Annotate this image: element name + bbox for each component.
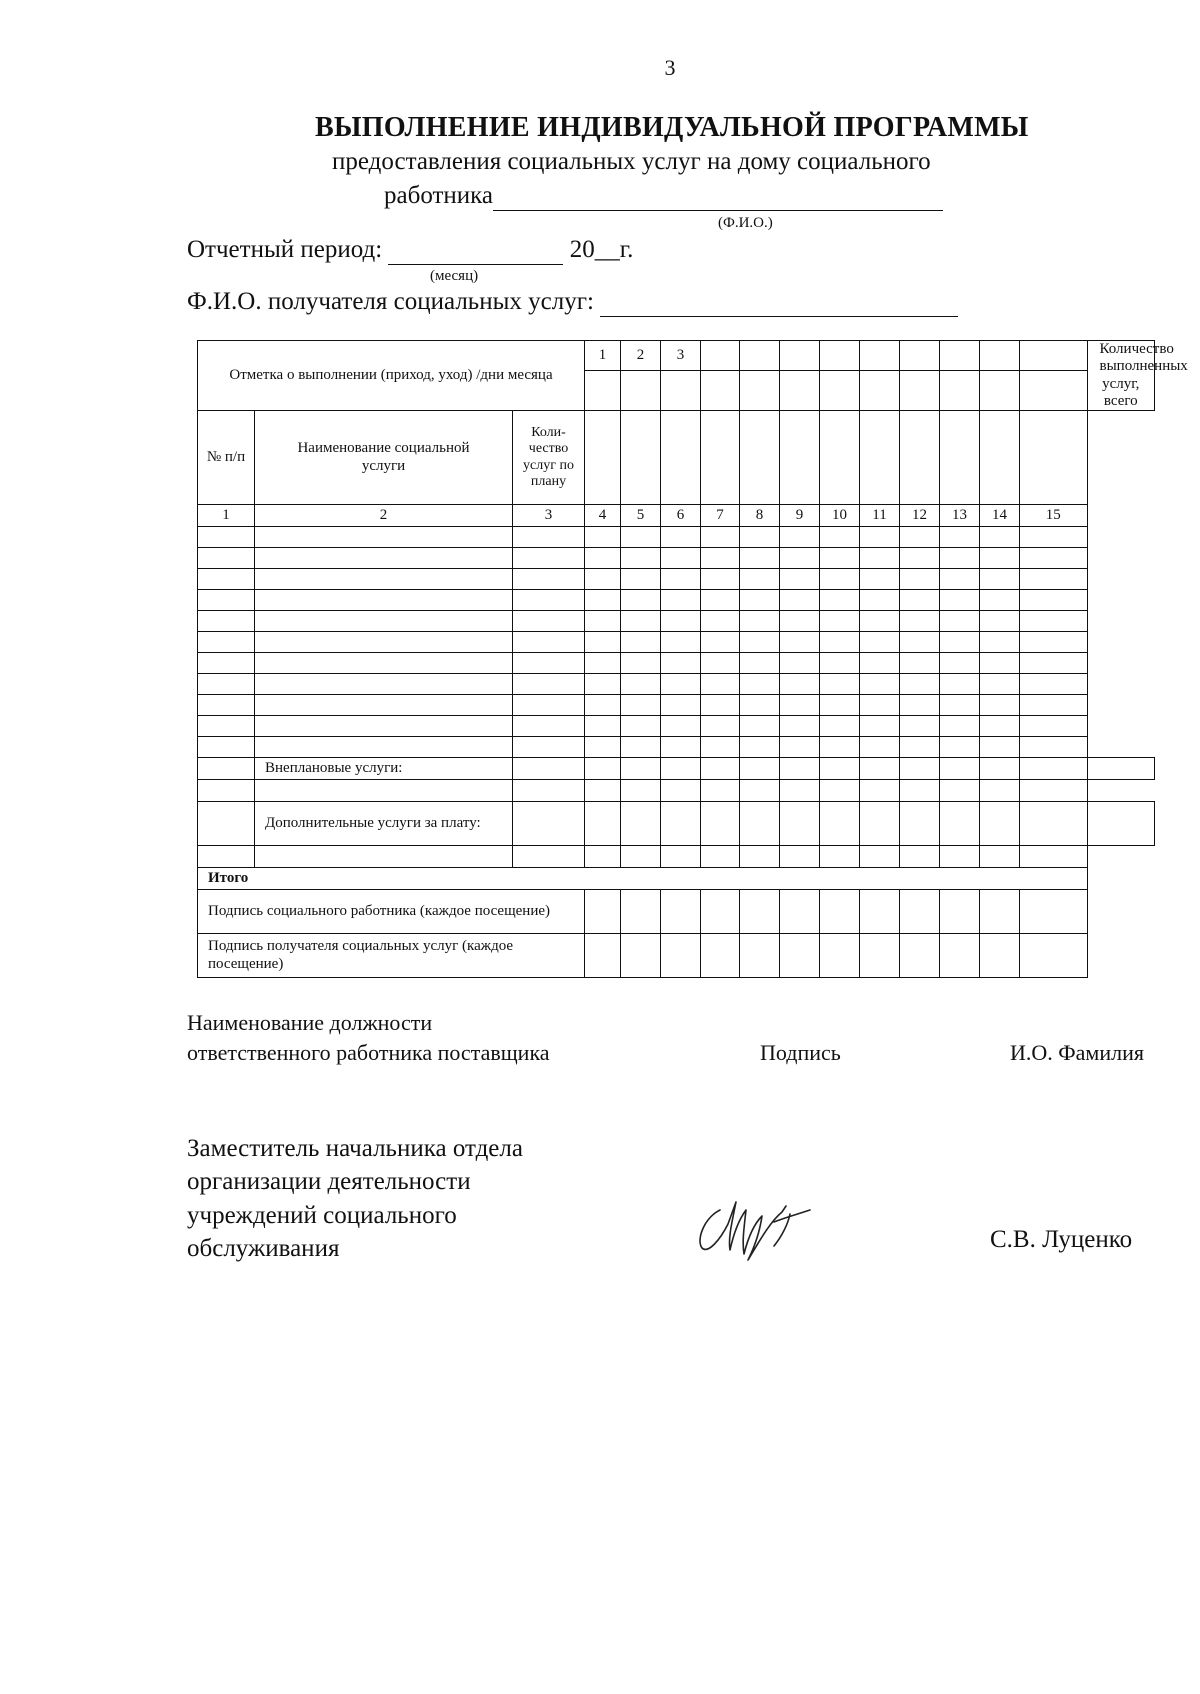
document-title: ВЫПОЛНЕНИЕ ИНДИВИДУАЛЬНОЙ ПРОГРАММЫ [315, 112, 1029, 143]
table-cell[interactable] [661, 674, 701, 695]
table-cell[interactable] [621, 548, 661, 569]
table-cell[interactable] [820, 527, 860, 548]
signatory-name: С.В. Луценко [990, 1226, 1133, 1253]
service-row [198, 674, 1155, 695]
table-cell[interactable] [740, 695, 780, 716]
table-cell[interactable] [980, 527, 1020, 548]
table-cell[interactable] [255, 569, 513, 590]
unplanned-label: Внеплановые услуги: [255, 758, 513, 780]
table-cell[interactable] [860, 527, 900, 548]
table-cell[interactable] [1020, 674, 1087, 695]
table-cell[interactable] [820, 737, 860, 758]
position-label-line1: Наименование должности [187, 1010, 433, 1035]
period-hint: (месяц) [430, 268, 479, 284]
table-cell[interactable] [701, 611, 740, 632]
table-cell[interactable] [585, 548, 621, 569]
service-row [198, 569, 1155, 590]
table-cell[interactable] [940, 590, 980, 611]
table-cell[interactable] [1020, 569, 1087, 590]
table-cell[interactable] [661, 527, 701, 548]
table-cell[interactable] [513, 653, 585, 674]
table-cell[interactable] [900, 590, 940, 611]
column-number: 4 [585, 505, 621, 527]
table-cell[interactable] [820, 674, 860, 695]
table-cell[interactable] [980, 716, 1020, 737]
table-cell[interactable] [900, 737, 940, 758]
table-cell[interactable] [740, 611, 780, 632]
table-cell[interactable] [900, 674, 940, 695]
worker-field [384, 182, 943, 211]
table-cell[interactable] [980, 590, 1020, 611]
table-cell[interactable] [701, 548, 740, 569]
table-cell[interactable] [900, 632, 940, 653]
table-cell[interactable] [780, 611, 820, 632]
table-cell[interactable] [940, 611, 980, 632]
table-cell[interactable] [780, 674, 820, 695]
page-number: 3 [664, 55, 676, 80]
column-number: 5 [621, 505, 661, 527]
table-cell[interactable] [1020, 527, 1087, 548]
table-cell[interactable] [980, 674, 1020, 695]
table-cell[interactable] [820, 653, 860, 674]
table-cell[interactable] [980, 632, 1020, 653]
period-month-blank[interactable] [388, 236, 563, 265]
table-cell[interactable] [661, 737, 701, 758]
table-cell[interactable] [198, 737, 255, 758]
paid-label: Дополнительные услуги за плату: [255, 802, 513, 846]
service-row [198, 548, 1155, 569]
table-cell[interactable] [585, 569, 621, 590]
table-cell[interactable] [701, 674, 740, 695]
table-cell[interactable] [740, 674, 780, 695]
table-cell[interactable] [198, 527, 255, 548]
recipient-label: Ф.И.О. получателя социальных услуг: [187, 288, 594, 315]
period-field [187, 236, 633, 265]
table-cell[interactable] [740, 527, 780, 548]
table-cell[interactable] [661, 548, 701, 569]
table-cell[interactable] [940, 716, 980, 737]
total-label: Итого [198, 868, 1088, 890]
column-number: 6 [661, 505, 701, 527]
table-cell[interactable] [198, 716, 255, 737]
table-cell[interactable] [255, 611, 513, 632]
table-cell[interactable] [585, 737, 621, 758]
table-cell[interactable] [585, 590, 621, 611]
table-cell[interactable] [621, 737, 661, 758]
table-cell[interactable] [621, 695, 661, 716]
table-cell[interactable] [513, 695, 585, 716]
total-header: Количество выполненных услуг, всего [1087, 341, 1155, 411]
signature-label: Подпись [760, 1040, 841, 1065]
day-label: 1 [585, 341, 621, 371]
table-cell[interactable] [820, 569, 860, 590]
table-cell[interactable] [513, 548, 585, 569]
name-label: И.О. Фамилия [1010, 1040, 1144, 1065]
table-cell[interactable] [661, 632, 701, 653]
table-cell[interactable] [820, 611, 860, 632]
table-cell[interactable] [198, 674, 255, 695]
service-header: Наименование социальной услуги [255, 411, 513, 505]
table-cell[interactable] [513, 527, 585, 548]
handwritten-signature [690, 1188, 825, 1268]
table-cell[interactable] [701, 737, 740, 758]
table-cell[interactable] [1020, 716, 1087, 737]
column-number: 14 [980, 505, 1020, 527]
table-cell[interactable] [255, 653, 513, 674]
table-cell[interactable] [585, 674, 621, 695]
signatory-line4: обслуживания [187, 1234, 340, 1262]
table-cell[interactable] [621, 716, 661, 737]
services-table [197, 340, 1188, 978]
table-cell[interactable] [661, 569, 701, 590]
table-cell[interactable] [740, 716, 780, 737]
table-cell[interactable] [980, 611, 1020, 632]
table-cell[interactable] [860, 674, 900, 695]
column-numbers-row [198, 505, 1155, 527]
table-cell[interactable] [513, 632, 585, 653]
period-year: 20__г. [569, 236, 634, 263]
table-cell[interactable] [860, 737, 900, 758]
table-cell[interactable] [701, 716, 740, 737]
table-cell[interactable] [900, 527, 940, 548]
table-cell[interactable] [198, 653, 255, 674]
recipient-blank[interactable] [600, 288, 958, 317]
table-cell[interactable] [900, 716, 940, 737]
table-cell[interactable] [780, 716, 820, 737]
table-cell[interactable] [780, 737, 820, 758]
table-cell[interactable] [513, 737, 585, 758]
column-number: 2 [255, 505, 513, 527]
signatory-line2: организации деятельности [187, 1168, 471, 1196]
table-cell[interactable] [980, 653, 1020, 674]
signatory-line3: учреждений социального [187, 1201, 457, 1229]
table-cell[interactable] [661, 611, 701, 632]
table-cell[interactable] [940, 527, 980, 548]
table-cell[interactable] [701, 695, 740, 716]
table-cell[interactable] [940, 674, 980, 695]
table-cell[interactable] [940, 548, 980, 569]
table-cell[interactable] [900, 611, 940, 632]
table-cell[interactable] [740, 632, 780, 653]
table-cell[interactable] [740, 653, 780, 674]
position-label-line2: ответственного работника поставщика [187, 1040, 550, 1065]
table-cell[interactable] [513, 674, 585, 695]
table-cell[interactable] [621, 653, 661, 674]
table-cell[interactable] [940, 653, 980, 674]
document-subtitle: предоставления социальных услуг на дому социального [332, 148, 931, 175]
table-cell[interactable] [780, 653, 820, 674]
table-cell[interactable] [820, 590, 860, 611]
day-label: 3 [661, 341, 701, 371]
column-number: 10 [820, 505, 860, 527]
column-number: 1 [198, 505, 255, 527]
table-cell[interactable] [585, 695, 621, 716]
table-cell[interactable] [255, 695, 513, 716]
column-number: 13 [940, 505, 980, 527]
table-cell[interactable] [820, 632, 860, 653]
table-cell[interactable] [820, 716, 860, 737]
worker-blank[interactable] [493, 182, 943, 211]
table-cell[interactable] [740, 548, 780, 569]
table-cell[interactable] [621, 527, 661, 548]
table-cell[interactable] [661, 695, 701, 716]
mark-header: Отметка о выполнении (приход, уход) /дни месяца [198, 341, 585, 411]
table-cell[interactable] [198, 611, 255, 632]
worker-hint: (Ф.И.О.) [718, 215, 773, 231]
table-cell[interactable] [940, 632, 980, 653]
table-cell[interactable] [940, 695, 980, 716]
table-cell[interactable] [740, 737, 780, 758]
service-row [198, 527, 1155, 548]
table-cell[interactable] [860, 632, 900, 653]
table-cell[interactable] [701, 527, 740, 548]
column-number: 8 [740, 505, 780, 527]
table-cell[interactable] [198, 632, 255, 653]
table-cell[interactable] [701, 569, 740, 590]
table-cell[interactable] [900, 548, 940, 569]
table-cell[interactable] [621, 674, 661, 695]
table-cell[interactable] [585, 653, 621, 674]
table-cell[interactable] [780, 590, 820, 611]
table-cell[interactable] [621, 611, 661, 632]
table-cell[interactable] [255, 527, 513, 548]
column-number: 11 [860, 505, 900, 527]
table-cell[interactable] [1020, 632, 1087, 653]
table-cell[interactable] [860, 695, 900, 716]
column-number: 9 [780, 505, 820, 527]
table-cell[interactable] [860, 716, 900, 737]
table-cell[interactable] [940, 737, 980, 758]
service-row [198, 737, 1155, 758]
table-cell[interactable] [255, 674, 513, 695]
table-cell[interactable] [860, 653, 900, 674]
table-cell[interactable] [820, 548, 860, 569]
table-cell[interactable] [860, 569, 900, 590]
table-cell[interactable] [585, 632, 621, 653]
table-cell[interactable] [780, 548, 820, 569]
table-cell[interactable] [1020, 695, 1087, 716]
table-cell[interactable] [255, 716, 513, 737]
table-cell[interactable] [661, 716, 701, 737]
table-cell[interactable] [198, 569, 255, 590]
table-cell[interactable] [585, 527, 621, 548]
worker-label: работника [384, 182, 494, 209]
worker-sign-label: Подпись социального работника (каждое посещение) [198, 890, 585, 934]
table-cell[interactable] [900, 653, 940, 674]
service-row [198, 590, 1155, 611]
table-cell[interactable] [255, 548, 513, 569]
service-row [198, 653, 1155, 674]
table-cell[interactable] [860, 611, 900, 632]
table-cell[interactable] [1020, 737, 1087, 758]
table-cell[interactable] [820, 695, 860, 716]
table-cell[interactable] [661, 653, 701, 674]
recipient-sign-label: Подпись получателя социальных услуг (каждое посещение) [198, 934, 585, 978]
table-cell[interactable] [740, 569, 780, 590]
table-cell[interactable] [513, 611, 585, 632]
table-cell[interactable] [513, 590, 585, 611]
table-cell[interactable] [701, 590, 740, 611]
plan-header: Коли-чество услуг по плану [513, 411, 585, 505]
table-cell[interactable] [860, 548, 900, 569]
table-cell[interactable] [780, 527, 820, 548]
table-cell[interactable] [980, 548, 1020, 569]
table-cell[interactable] [1020, 653, 1087, 674]
table-cell[interactable] [780, 569, 820, 590]
table-cell[interactable] [780, 632, 820, 653]
table-cell[interactable] [198, 548, 255, 569]
table-cell[interactable] [701, 632, 740, 653]
column-number: 3 [513, 505, 585, 527]
table-cell[interactable] [513, 569, 585, 590]
table-cell[interactable] [900, 569, 940, 590]
table-cell[interactable] [661, 590, 701, 611]
signatory-line1: Заместитель начальника отдела [187, 1135, 523, 1162]
table-cell[interactable] [585, 716, 621, 737]
service-row [198, 611, 1155, 632]
column-number: 12 [900, 505, 940, 527]
table-cell[interactable] [198, 590, 255, 611]
table-cell[interactable] [701, 653, 740, 674]
column-number: 7 [701, 505, 740, 527]
period-label: Отчетный период: [187, 236, 383, 263]
service-row [198, 695, 1155, 716]
table-cell[interactable] [513, 716, 585, 737]
table-cell[interactable] [255, 590, 513, 611]
table-cell[interactable] [740, 590, 780, 611]
table-cell[interactable] [1020, 590, 1087, 611]
table-cell[interactable] [780, 695, 820, 716]
table-cell[interactable] [940, 569, 980, 590]
service-row [198, 632, 1155, 653]
table-cell[interactable] [585, 611, 621, 632]
table-cell[interactable] [980, 569, 1020, 590]
table-cell[interactable] [1020, 611, 1087, 632]
table-cell[interactable] [980, 737, 1020, 758]
table-cell[interactable] [198, 695, 255, 716]
table-cell[interactable] [621, 590, 661, 611]
day-label: 2 [621, 341, 661, 371]
table-cell[interactable] [621, 569, 661, 590]
table-cell[interactable] [860, 590, 900, 611]
service-row [198, 716, 1155, 737]
recipient-field [187, 288, 958, 317]
table-cell[interactable] [621, 632, 661, 653]
table-cell[interactable] [255, 632, 513, 653]
table-cell[interactable] [1020, 548, 1087, 569]
signatory-title [187, 1132, 523, 1265]
table-cell[interactable] [255, 737, 513, 758]
table-cell[interactable] [980, 695, 1020, 716]
column-number: 15 [1020, 505, 1087, 527]
table-cell[interactable] [900, 695, 940, 716]
num-header: № п/п [198, 411, 255, 505]
